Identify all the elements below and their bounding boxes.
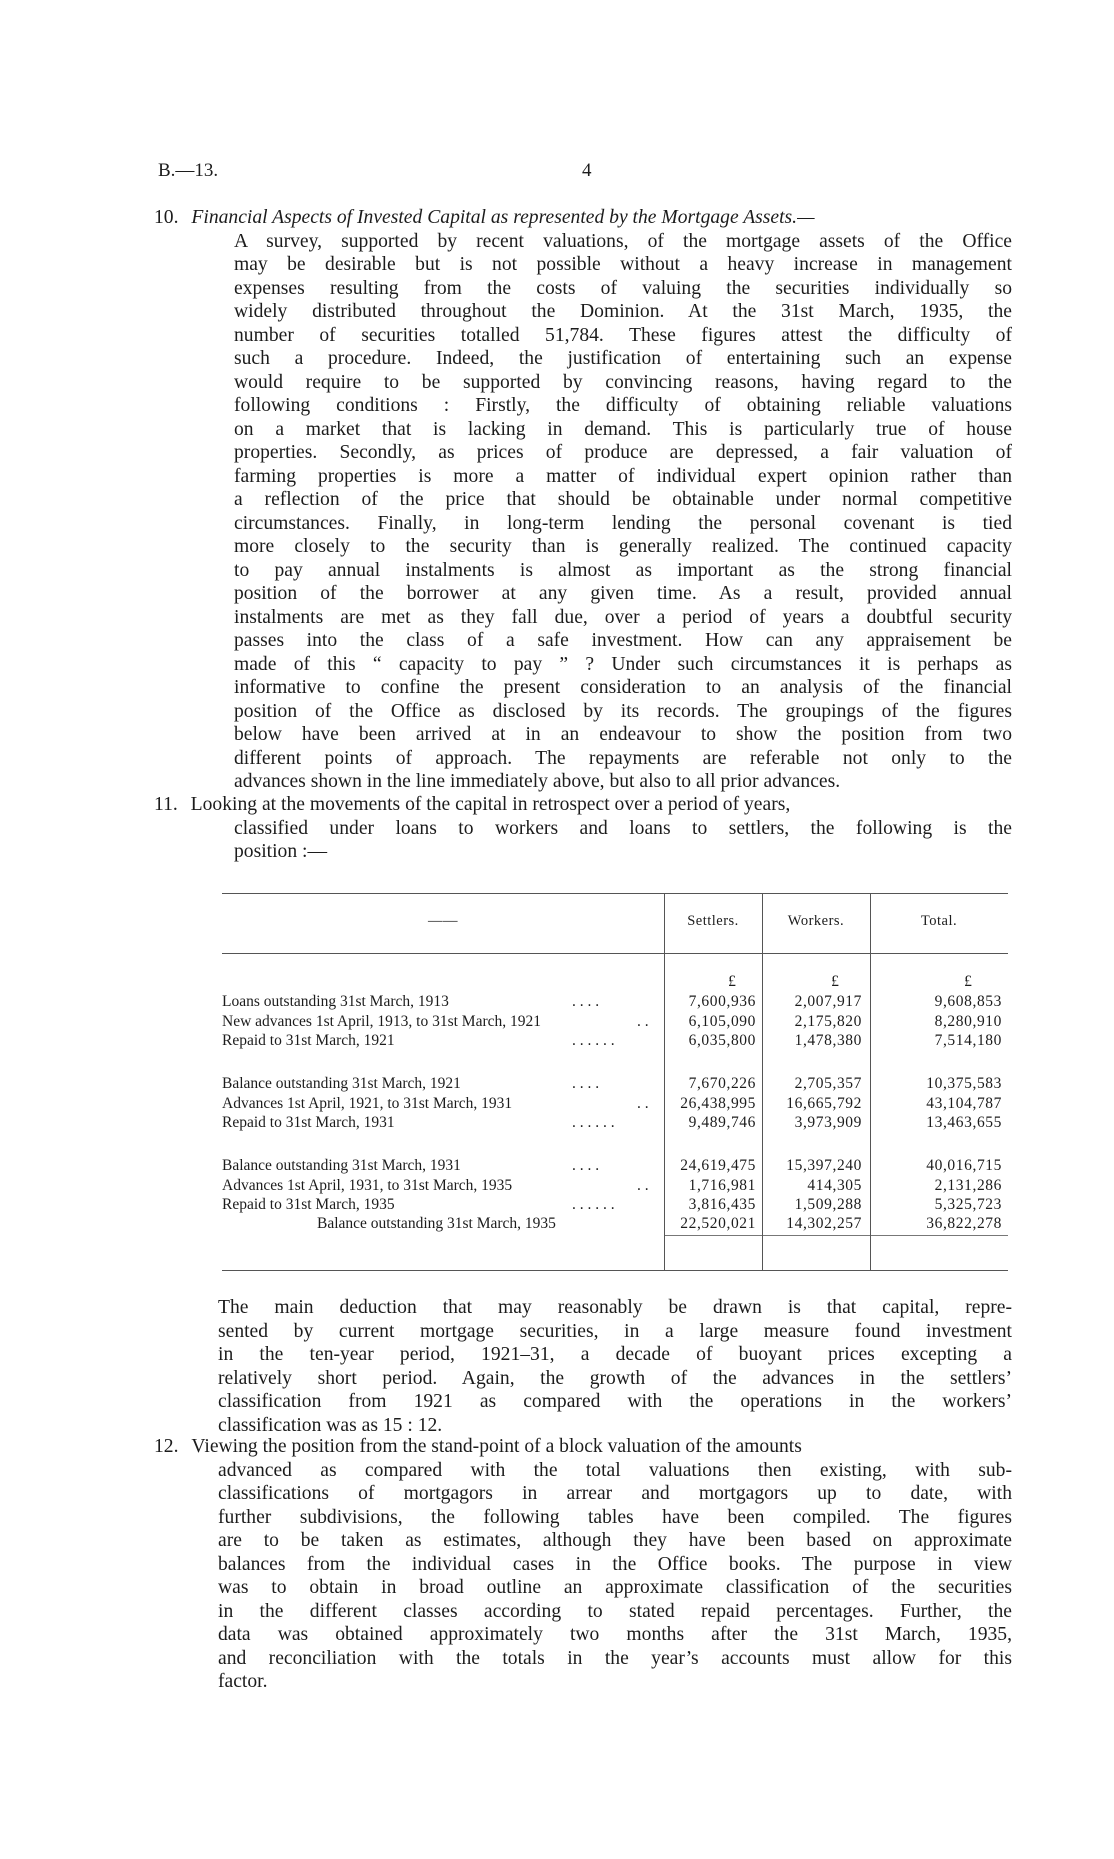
table-cell-total: 40,016,715 xyxy=(926,1157,1002,1174)
para11-line: position :— xyxy=(234,841,328,862)
table-final-rule xyxy=(664,1235,1008,1236)
para12-line: in the different classes according to stated repaid percentages. Further, the xyxy=(218,1600,1012,1622)
para10-line: circumstances. Finally, in long-term lending the personal covenant is tied xyxy=(234,512,1012,534)
para10-heading xyxy=(154,206,1014,230)
para12-line: balances from the individual cases in the Office books. The purpose in view xyxy=(218,1553,1012,1575)
deduction-line: classification from 1921 as compared with the operations in the workers’ xyxy=(218,1391,1012,1412)
table-row-leader: . . . . xyxy=(572,1075,600,1092)
table-cell-total: 9,608,853 xyxy=(934,993,1002,1010)
para10-line: more closely to the security than is generally realized. The continued capacity xyxy=(234,536,1012,557)
para10-line: widely distributed throughout the Dominion. At the 31st March, 1935, the xyxy=(234,301,1012,322)
table-row-leader: . . . . xyxy=(572,1157,600,1174)
para10-line: position of the borrower at any given time. As a result, provided annual xyxy=(234,583,1012,604)
table-cell-workers: 2,705,357 xyxy=(794,1075,862,1092)
para11-body xyxy=(234,817,1012,864)
table-header-rule xyxy=(222,953,1008,954)
para10-line: expenses resulting from the costs of valuing the securities individually so xyxy=(234,277,1012,299)
table-cell-settlers: 7,670,226 xyxy=(688,1075,756,1092)
table-cell-workers: 3,973,909 xyxy=(794,1114,862,1131)
table-row-label: Advances 1st April, 1931, to 31st March, 1935 xyxy=(222,1176,513,1194)
document-reference: B.—13. xyxy=(158,160,219,181)
para12-line: and reconciliation with the totals in the year’s accounts must allow for this xyxy=(218,1647,1012,1669)
table-cell-total: 10,375,583 xyxy=(926,1075,1002,1092)
table-row-label: Loans outstanding 31st March, 1913 xyxy=(222,993,449,1010)
table-cell-workers: 16,665,792 xyxy=(786,1094,862,1112)
table-cell-workers: 1,478,380 xyxy=(794,1032,862,1049)
deduction-line: The main deduction that may reasonably be drawn is that capital, repre- xyxy=(218,1297,1012,1318)
deduction-line: classification was as 15 : 12. xyxy=(218,1414,443,1436)
final-row-label: Balance outstanding 31st March, 1935 xyxy=(317,1215,556,1232)
para10-line: a reflection of the price that should be obtainable under normal competitive xyxy=(234,489,1012,510)
table-row-label: Repaid to 31st March, 1931 xyxy=(222,1114,395,1131)
table-cell-workers: 15,397,240 xyxy=(786,1157,862,1174)
para10-body xyxy=(234,230,1012,794)
para12-line: advanced as compared with the total valuations then existing, with sub- xyxy=(218,1459,1012,1481)
para10-line: such a procedure. Indeed, the justification of entertaining such an expense xyxy=(234,348,1012,369)
final-row-settlers: 22,520,021 xyxy=(680,1215,756,1232)
page-number: 4 xyxy=(582,160,592,181)
para10-line: farming properties is more a matter of individual expert opinion rather than xyxy=(234,465,1012,487)
para12-number: 12. xyxy=(154,1436,179,1457)
para10-line: A survey, supported by recent valuations, of the mortgage assets of the Office xyxy=(234,230,1012,252)
deduction-line: relatively short period. Again, the growth of the advances in the settlers’ xyxy=(218,1367,1012,1389)
table-cell-total: 43,104,787 xyxy=(926,1094,1002,1112)
unit-total: £ xyxy=(964,973,972,990)
table-row-label: Repaid to 31st March, 1921 xyxy=(222,1032,395,1049)
para10-line: advances shown in the line immediately above, but also to all prior advances. xyxy=(234,771,841,792)
table-cell-workers: 1,509,288 xyxy=(794,1196,862,1213)
table-row-leader: . . xyxy=(637,1176,649,1194)
para10-line: informative to confine the present consideration to an analysis of the financial xyxy=(234,677,1012,698)
para10-line: would require to be supported by convincing reasons, having regard to the xyxy=(234,371,1012,393)
table-row-label: New advances 1st April, 1913, to 31st March, 1921 xyxy=(222,1012,541,1030)
table-cell-total: 7,514,180 xyxy=(934,1032,1002,1049)
para10-line: made of this “ capacity to pay ” ? Under such circumstances it is perhaps as xyxy=(234,653,1012,675)
para12-heading xyxy=(154,1435,1014,1459)
table-cell-settlers: 6,105,090 xyxy=(688,1012,756,1030)
table-row-label: Balance outstanding 31st March, 1921 xyxy=(222,1075,461,1092)
table-row-leader: . . . . . . xyxy=(572,1196,615,1213)
deduction-paragraph xyxy=(218,1296,1012,1437)
para10-line: number of securities totalled 51,784. These figures attest the difficulty of xyxy=(234,324,1012,346)
para10-line: following conditions : Firstly, the difficulty of obtaining reliable valuations xyxy=(234,395,1012,416)
para10-line: instalments are met as they fall due, over a period of years a doubtful security xyxy=(234,606,1012,628)
table-header-total: Total. xyxy=(920,913,958,929)
para12-first-line: Viewing the position from the stand-point of a block valuation of the amounts xyxy=(191,1436,802,1457)
table-row-leader: . . . . . . xyxy=(572,1032,615,1049)
para12-line: are to be taken as estimates, although they have been based on approximate xyxy=(218,1530,1012,1551)
table-row-label: Advances 1st April, 1921, to 31st March, 1931 xyxy=(222,1094,513,1112)
table-cell-total: 8,280,910 xyxy=(934,1012,1002,1030)
para10-line: below have been arrived at in an endeavour to show the position from two xyxy=(234,724,1012,745)
table-row-leader: . . xyxy=(637,1094,649,1112)
deduction-line: in the ten-year period, 1921–31, a decade of buoyant prices excepting a xyxy=(218,1344,1012,1365)
para12-body xyxy=(218,1459,1012,1694)
table-row-label: Repaid to 31st March, 1935 xyxy=(222,1196,395,1213)
table-cell-settlers: 9,489,746 xyxy=(688,1114,756,1131)
para10-line: properties. Secondly, as prices of produce are depressed, a fair valuation of xyxy=(234,442,1012,463)
unit-workers: £ xyxy=(831,973,839,990)
page-header xyxy=(158,160,1078,190)
final-row-total: 36,822,278 xyxy=(926,1215,1002,1232)
deduction-line: sented by current mortgage securities, in a large measure found investment xyxy=(218,1320,1012,1342)
para12-line: further subdivisions, the following tables have been compiled. The figures xyxy=(218,1506,1012,1528)
table-top-rule xyxy=(222,893,1008,894)
table-cell-workers: 2,175,820 xyxy=(794,1012,862,1030)
table-cell-settlers: 26,438,995 xyxy=(680,1094,756,1112)
table-cell-settlers: 24,619,475 xyxy=(680,1157,756,1174)
para12-line: classifications of mortgagors in arrear and mortgagors up to date, with xyxy=(218,1483,1012,1504)
table-row-leader: . . . . . . xyxy=(572,1114,615,1131)
table-cell-settlers: 7,600,936 xyxy=(688,993,756,1010)
para10-line: different points of approach. The repayments are referable not only to the xyxy=(234,747,1012,769)
para12-line: was to obtain in broad outline an approximate classification of the securities xyxy=(218,1577,1012,1598)
para10-line: position of the Office as disclosed by its records. The groupings of the figures xyxy=(234,700,1012,722)
para11-line: classified under loans to workers and loans to settlers, the following is the xyxy=(234,817,1012,839)
table-cell-total: 13,463,655 xyxy=(926,1114,1002,1131)
table-cell-settlers: 3,816,435 xyxy=(688,1196,756,1213)
table-header-workers: Workers. xyxy=(787,913,845,929)
para12-line: factor. xyxy=(218,1671,268,1692)
para10-number: 10. xyxy=(154,207,179,228)
para11-number: 11. xyxy=(154,794,178,815)
table-row-leader: . . xyxy=(637,1012,649,1030)
final-row-workers: 14,302,257 xyxy=(786,1215,862,1232)
table-cell-total: 2,131,286 xyxy=(934,1176,1002,1194)
unit-settlers: £ xyxy=(728,973,736,990)
para10-title: Financial Aspects of Invested Capital as represented by the Mortgage Assets.— xyxy=(191,207,815,228)
table-header-settlers: Settlers. xyxy=(687,913,739,929)
para11-first-line: Looking at the movements of the capital in retrospect over a period of years, xyxy=(190,794,791,815)
table-row-leader: . . . . xyxy=(572,993,600,1010)
table-bottom-rule xyxy=(222,1270,1008,1271)
table-header-blank: —— xyxy=(428,913,458,929)
para12-line: data was obtained approximately two months after the 31st March, 1935, xyxy=(218,1624,1012,1645)
para10-line: on a market that is lacking in demand. This is particularly true of house xyxy=(234,418,1012,440)
table-cell-settlers: 1,716,981 xyxy=(688,1176,756,1194)
para10-line: passes into the class of a safe investment. How can any appraisement be xyxy=(234,630,1012,651)
table-row-label: Balance outstanding 31st March, 1931 xyxy=(222,1157,461,1174)
capital-movements-table xyxy=(222,893,1008,1271)
para11-heading xyxy=(154,793,1014,817)
para10-line: may be desirable but is not possible without a heavy increase in management xyxy=(234,254,1012,275)
table-cell-workers: 414,305 xyxy=(807,1176,862,1194)
table-cell-workers: 2,007,917 xyxy=(794,993,862,1010)
table-cell-settlers: 6,035,800 xyxy=(688,1032,756,1049)
para10-line: to pay annual instalments is almost as important as the strong financial xyxy=(234,559,1012,581)
table-cell-total: 5,325,723 xyxy=(934,1196,1002,1213)
